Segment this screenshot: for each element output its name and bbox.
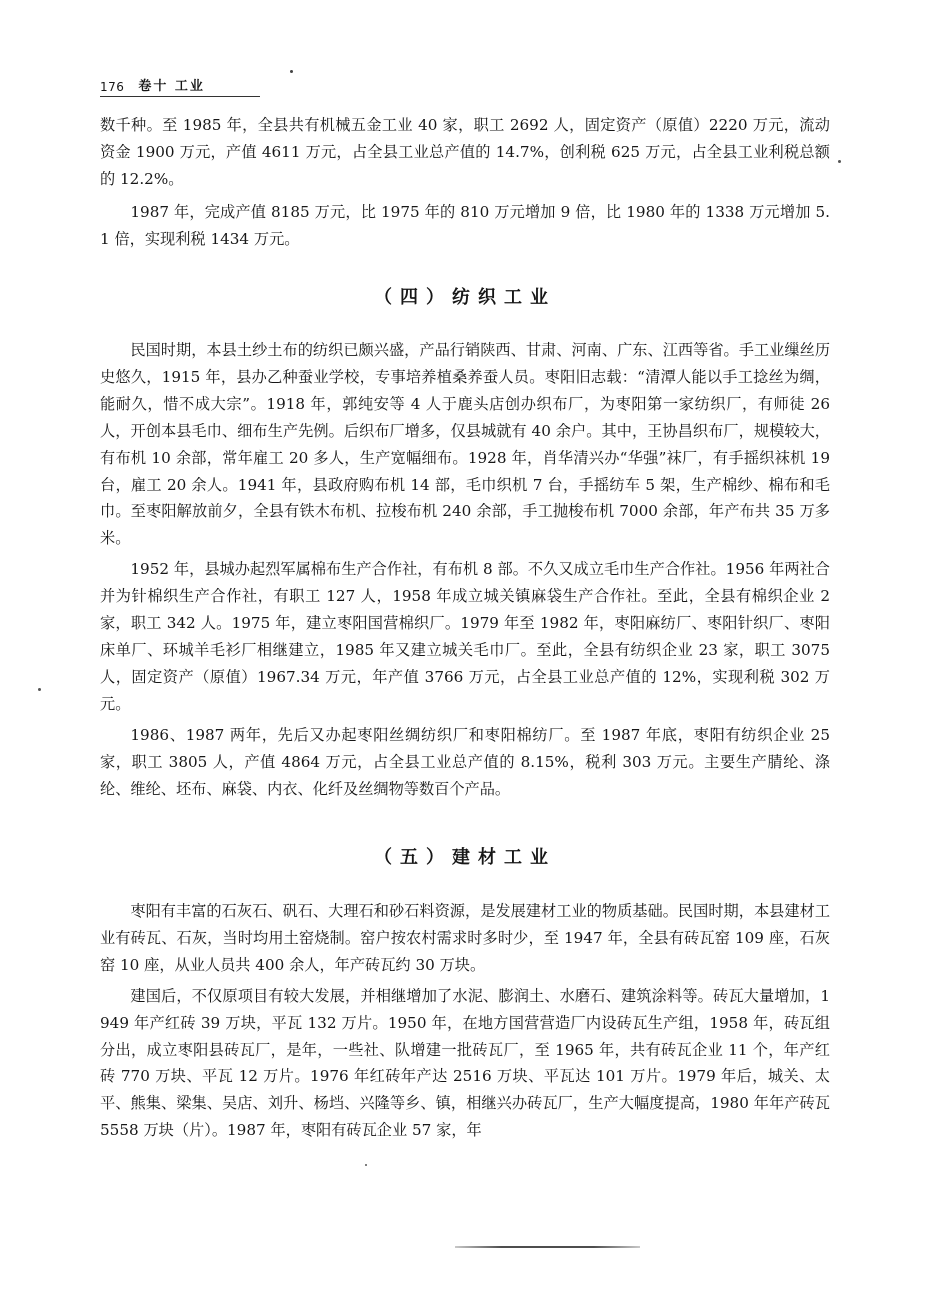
intro-paragraph-2: 1987 年，完成产值 8185 万元，比 1975 年的 810 万元增加 9 倍，比 1980 年的 1338 万元增加 5.1 倍，实现利税 1434 万元。	[100, 202, 830, 248]
volume-label: 卷十 工业	[138, 79, 205, 94]
page-number: 176	[100, 80, 125, 94]
scan-speck	[38, 688, 41, 691]
textile-paragraph-3: 1986、1987 两年，先后又办起枣阳丝绸纺织厂和枣阳棉纺厂。至 1987 年底，枣阳有纺织企业 25 家，职工 3805 人，产值 4864 万元，占全县工业总产值的 8.15%，税利 303 万元。主要生产腈纶、涤纶、维纶、坯布、麻袋、内衣、化纤及丝绸物等数百个产品。	[100, 725, 830, 798]
textile-paragraph-1: 民国时期，本县土纱土布的纺织已颇兴盛，产品行销陕西、甘肃、河南、广东、江西等省。手工业缫丝历史悠久，1915 年，县办乙种蚕业学校，专事培养植桑养蚕人员。枣阳旧志载：“清潭人能以手工捻丝为绸，能耐久，惜不成大宗”。1918 年，郭纯安等 4 人于鹿头店创办织布厂，为枣阳第一家纺织厂，有师徒 26 人，开创本县毛巾、细布生产先例。后织布厂增多，仅县城就有 40 余户。其中，王协昌织布厂，规模较大，有布机 10 余部，常年雇工 20 多人，生产宽幅细布。1928 年，肖华清兴办“华强”袜厂，有手摇织袜机 19 台，雇工 20 余人。1941 年，县政府购布机 14 部，毛巾织机 7 台，手摇纺车 5 架，生产棉纱、棉布和毛巾。至枣阳解放前夕，全县有铁木布机、拉梭布机 240 余部，手工抛梭布机 7000 余部，年产布共 35 万多米。	[100, 341, 830, 548]
intro-block	[100, 112, 830, 253]
building-materials-paragraph-2: 建国后，不仅原项目有较大发展，并相继增加了水泥、膨润土、水磨石、建筑涂料等。砖瓦大量增加，1949 年产红砖 39 万块，平瓦 132 万片。1950 年，在地方国营营造厂内设砖瓦生产组，1958 年，砖瓦组分出，成立枣阳县砖瓦厂，是年，一些社、队增建一批砖瓦厂，至 1965 年，共有砖瓦企业 11 个，年产红砖 770 万块、平瓦 12 万片。1976 年红砖年产达 2516 万块、平瓦达 101 万片。1979 年后，城关、太平、熊集、梁集、吴店、刘升、杨垱、兴隆等乡、镇，相继兴办砖瓦厂，生产大幅度提高，1980 年年产砖瓦 5558 万块（片）。1987 年，枣阳有砖瓦企业 57 家，年	[100, 986, 830, 1140]
scan-edge-rule	[455, 1246, 640, 1248]
building-materials-section-body	[100, 898, 830, 1144]
scan-speck	[365, 1164, 367, 1166]
intro-paragraph-1: 数千种。至 1985 年，全县共有机械五金工业 40 家，职工 2692 人，固定资产（原值）2220 万元，流动资金 1900 万元，产值 4611 万元，占全县工业总产值的 14.7%，创利税 625 万元，占全县工业利税总额的 12.2%。	[100, 116, 830, 188]
running-header	[100, 76, 260, 97]
section-title-building-materials: （五）建材工业	[374, 847, 556, 868]
textile-section-body	[100, 337, 830, 802]
textile-paragraph-2: 1952 年，县城办起烈军属棉布生产合作社，有布机 8 部。不久又成立毛巾生产合作社。1956 年两社合并为针棉织生产合作社，有职工 127 人，1958 年成立城关镇麻袋生产合作社。至此，全县有棉织企业 2 家，职工 342 人。1975 年，建立枣阳国营棉织厂。1979 年至 1982 年，枣阳麻纺厂、枣阳针织厂、枣阳床单厂、环城羊毛衫厂相继建立，1985 年又建立城关毛巾厂。至此，全县有纺织企业 23 家，职工 3075 人，固定资产（原值）1967.34 万元，年产值 3766 万元，占全县工业总产值的 12%，实现利税 302 万元。	[100, 560, 830, 713]
section-title-textile: （四）纺织工业	[374, 287, 556, 308]
scan-speck	[838, 160, 841, 163]
scan-speck	[290, 70, 293, 73]
building-materials-paragraph-1: 枣阳有丰富的石灰石、矾石、大理石和砂石料资源，是发展建材工业的物质基础。民国时期，本县建材工业有砖瓦、石灰，当时均用土窑烧制。窑户按农村需求时多时少，至 1947 年，全县有砖瓦窑 109 座，石灰窑 10 座，从业人员共 400 余人，年产砖瓦约 30 万块。	[100, 902, 830, 974]
